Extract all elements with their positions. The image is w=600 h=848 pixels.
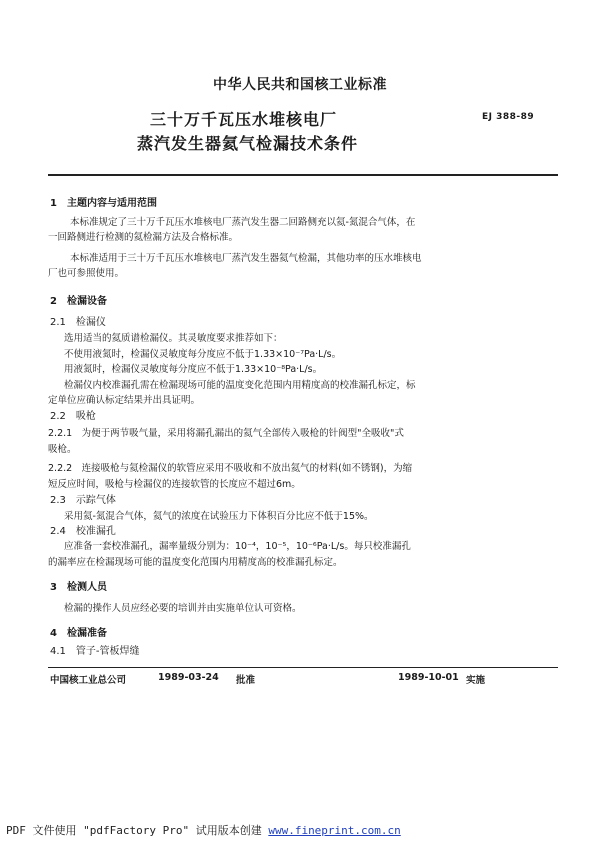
- section-1-para2-line1: 本标准适用于三十万千瓦压水堆核电厂蒸汽发生器氦气检漏，其他功率的压水堆核电: [70, 253, 422, 264]
- section-2-3-text: 采用氦-氮混合气体，氦气的浓度在试验压力下体积百分比应不低于15%。: [64, 511, 374, 522]
- section-1-heading: 1 主题内容与适用范围: [50, 198, 157, 209]
- fineprint-link[interactable]: www.fineprint.com.cn: [268, 824, 401, 837]
- section-3-text: 检漏的操作人员应经必要的培训并由实施单位认可资格。: [64, 603, 302, 614]
- section-2-1-line1: 选用适当的氦质谱检漏仪。其灵敏度要求推荐如下：: [64, 333, 283, 344]
- implementation-date: 1989-10-01: [398, 672, 459, 683]
- section-1-para1-line2: 一回路侧进行检测的氦检漏方法及合格标准。: [48, 232, 239, 243]
- implementation-label: 实施: [466, 675, 486, 686]
- section-2-heading: 2 检漏设备: [50, 296, 107, 307]
- header-divider: [48, 174, 558, 176]
- footer-divider: [48, 667, 558, 668]
- document-title-line1: 三十万千瓦压水堆核电厂: [150, 110, 338, 129]
- section-2-1-line2: 不使用液氮时，检漏仪灵敏度每分度应不低于1.33×10⁻⁷Pa·L/s。: [64, 349, 342, 360]
- section-2-4-title: 2.4 校准漏孔: [50, 526, 116, 537]
- section-2-2-2-line2: 短反应时间，吸枪与检漏仪的连接软管的长度应不超过6m。: [48, 479, 301, 490]
- approval-date: 1989-03-24: [158, 672, 219, 683]
- pdf-factory-banner: [6, 822, 401, 838]
- section-4-heading: 4 检漏准备: [50, 628, 107, 639]
- issuing-organization: 中国核工业总公司: [50, 675, 127, 686]
- section-2-1-line4: 检漏仪内校准漏孔需在检漏现场可能的温度变化范围内用精度高的校准漏孔标定，标: [64, 380, 416, 391]
- section-2-1-line3: 用液氮时，检漏仪灵敏度每分度应不低于1.33×10⁻⁸Pa·L/s。: [64, 364, 323, 375]
- section-1-para1-line1: 本标准规定了三十万千瓦压水堆核电厂蒸汽发生器二回路侧充以氦-氮混合气体，在: [70, 217, 416, 228]
- document-title-line2: 蒸汽发生器氦气检漏技术条件: [137, 134, 359, 153]
- section-2-2-1-line2: 吸枪。: [48, 444, 77, 455]
- section-2-4-line2: 的漏率应在检漏现场可能的温度变化范围内用精度高的校准漏孔标定。: [48, 557, 343, 568]
- section-1-para2-line2: 厂也可参照使用。: [48, 268, 125, 279]
- section-2-1-line5: 定单位应确认标定结果并出具证明。: [48, 395, 201, 406]
- standard-code: EJ 388-89: [482, 112, 535, 122]
- section-2-4-line1: 应准备一套校准漏孔，漏率量级分别为：10⁻⁴，10⁻⁵，10⁻⁶Pa·L/s。每只校准漏孔: [64, 541, 411, 552]
- section-2-2-2-line1: 2.2.2 连接吸枪与氦检漏仪的软管应采用不吸收和不放出氦气的材料(如不锈钢)，为缩: [48, 463, 413, 474]
- section-2-3-title: 2.3 示踪气体: [50, 495, 116, 506]
- section-2-2-title: 2.2 吸枪: [50, 411, 96, 422]
- approval-label: 批准: [236, 675, 256, 686]
- section-3-heading: 3 检测人员: [50, 582, 107, 593]
- standard-category-header: 中华人民共和国核工业标准: [213, 77, 387, 93]
- section-4-1-title: 4.1 管子-管板焊缝: [50, 646, 140, 657]
- pdf-banner-text: PDF 文件使用 "pdfFactory Pro" 试用版本创建: [6, 824, 262, 837]
- section-2-2-1-line1: 2.2.1 为便于两节吸气量，采用将漏孔漏出的氦气全部传入吸枪的针阀型"全吸收"式: [48, 428, 404, 439]
- section-2-1-title: 2.1 检漏仪: [50, 317, 106, 328]
